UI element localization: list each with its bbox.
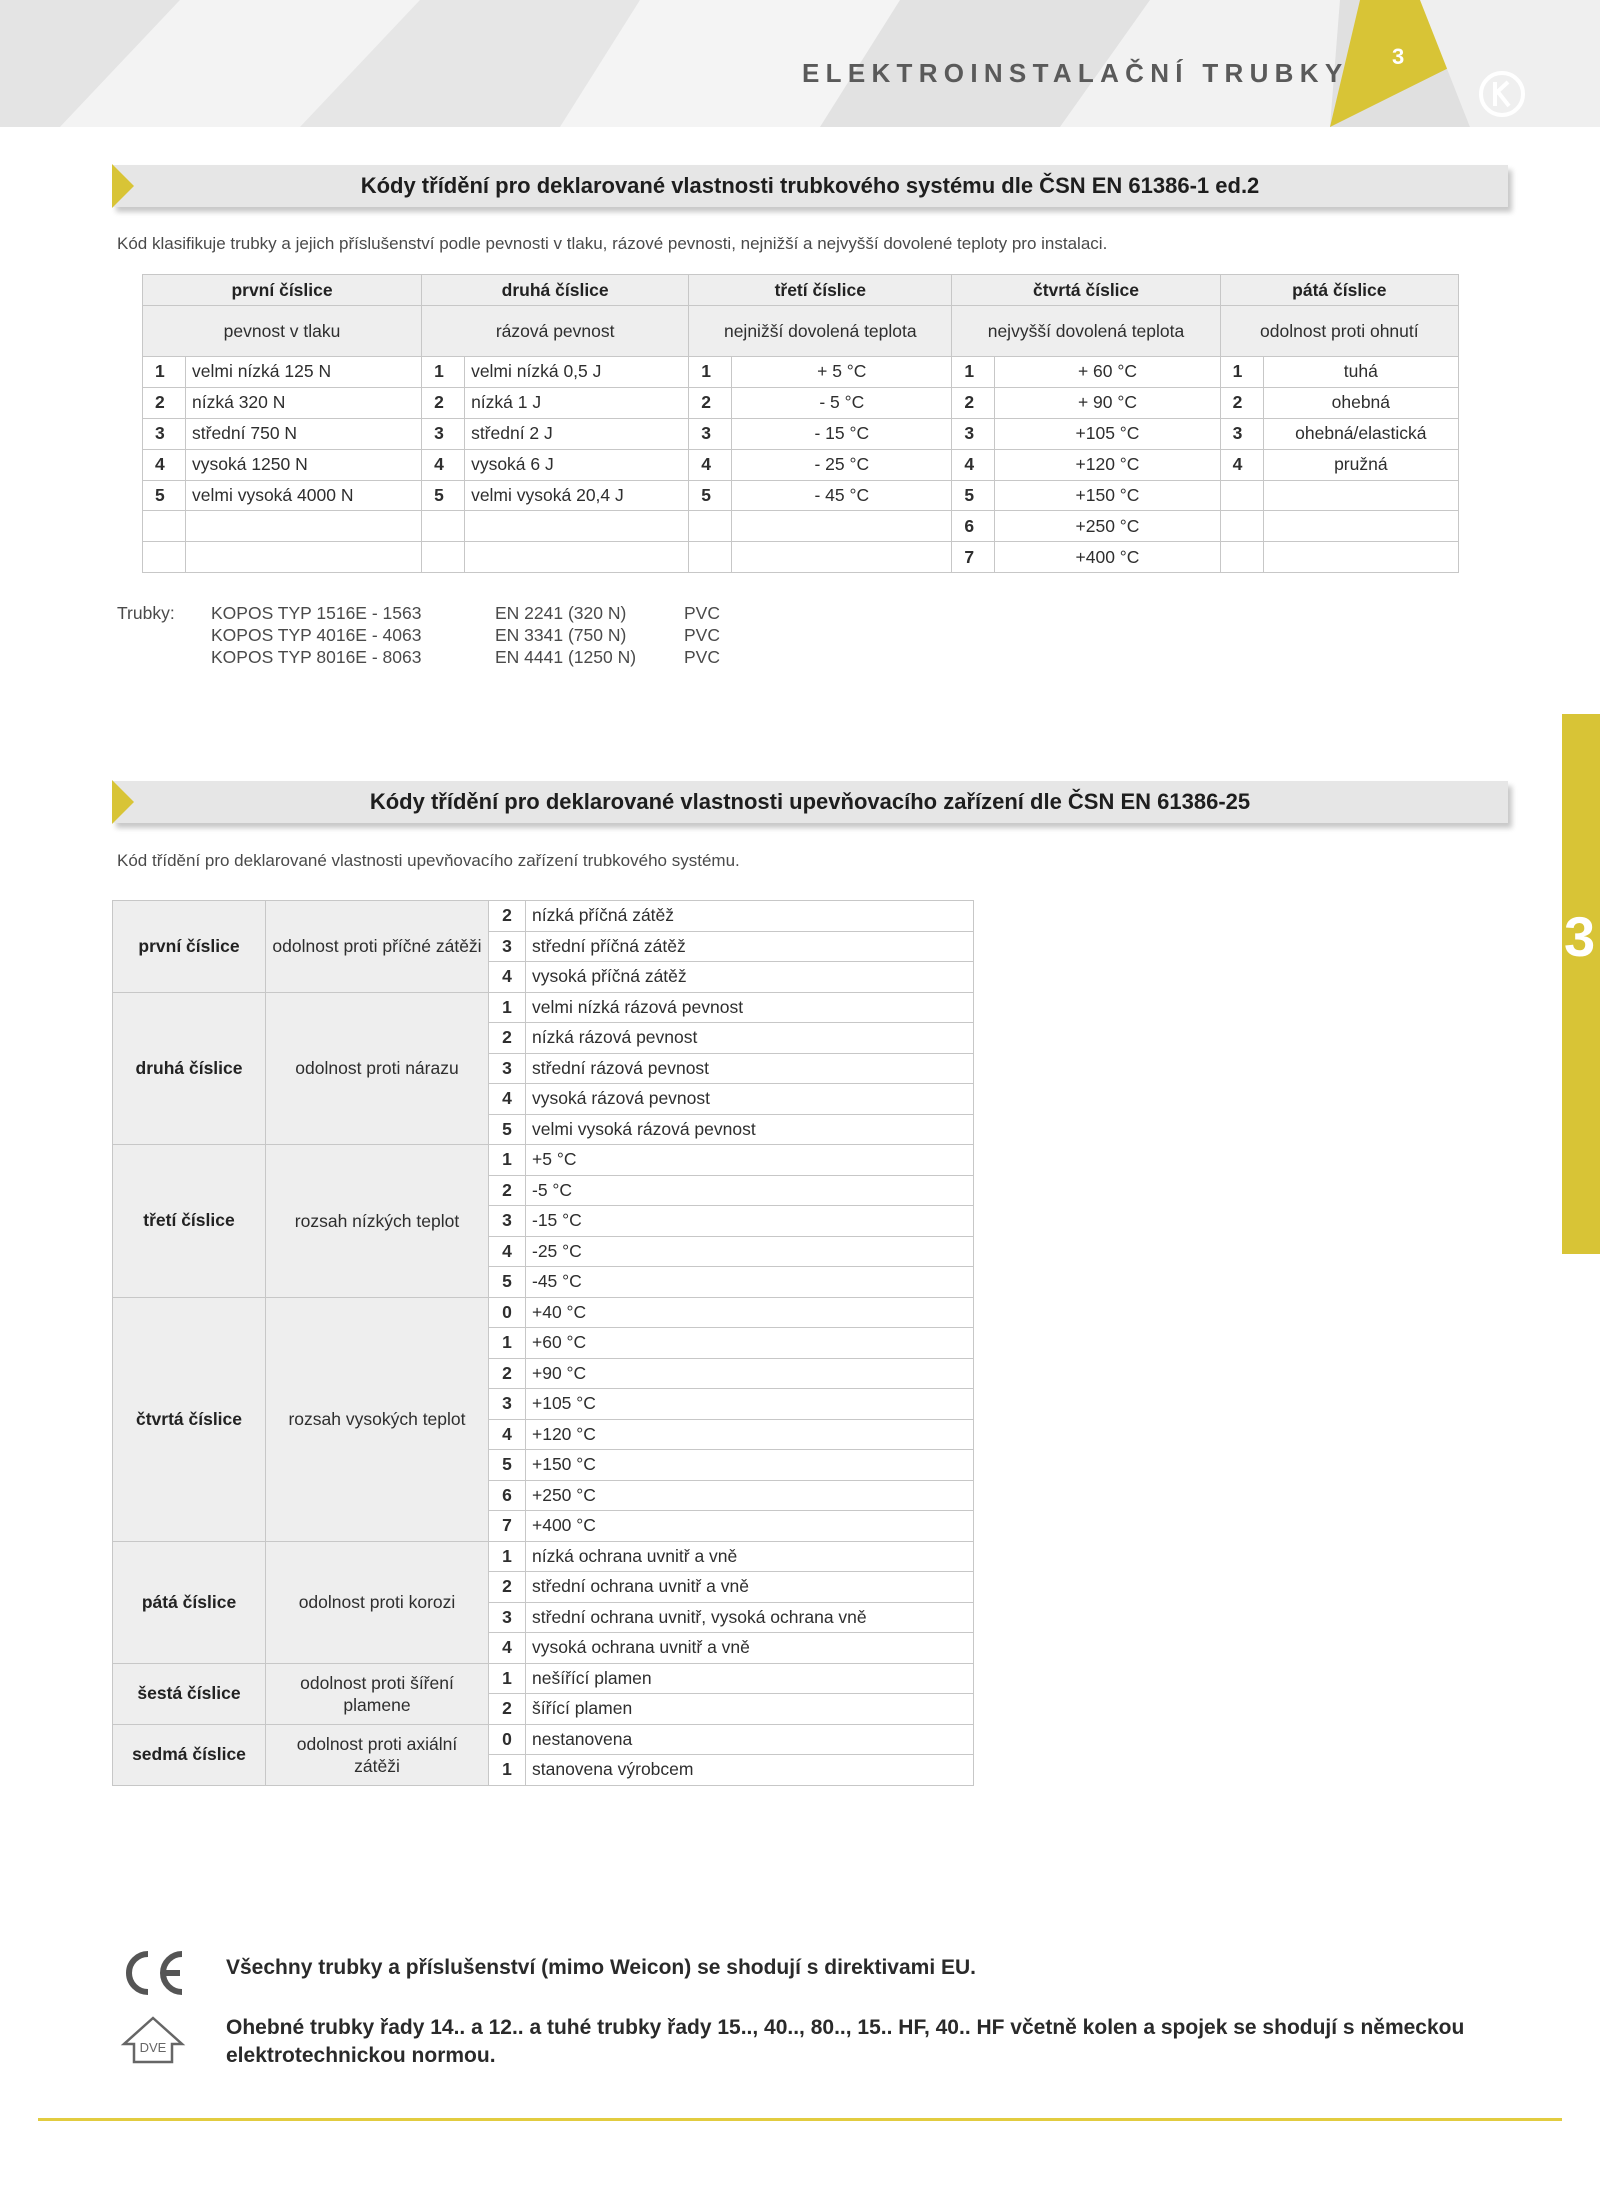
header-title: ELEKTROINSTALAČNÍ TRUBKY — [802, 58, 1349, 88]
code-value: ohebná/elastická — [1263, 418, 1458, 449]
code-digit: 2 — [689, 387, 732, 418]
code-digit: 2 — [489, 1572, 526, 1603]
code-digit: 3 — [489, 1602, 526, 1633]
code-value — [1263, 480, 1458, 511]
classification-table-tubes — [142, 274, 1459, 573]
code-digit: 1 — [422, 357, 465, 388]
code-value: nízká ochrana uvnitř a vně — [526, 1541, 974, 1572]
code-value: velmi vysoká 20,4 J — [465, 480, 689, 511]
svg-text:DVE: DVE — [139, 2040, 167, 2055]
code-value: vysoká ochrana uvnitř a vně — [526, 1633, 974, 1664]
code-digit: 4 — [489, 962, 526, 993]
code-value: + 60 °C — [995, 357, 1220, 388]
property-label: odolnost proti axiální zátěži — [266, 1724, 489, 1785]
code-digit: 1 — [689, 357, 732, 388]
code-digit: 2 — [422, 387, 465, 418]
section1-title-bar — [112, 165, 1512, 209]
kopos-logo-icon — [1478, 70, 1526, 118]
code-digit — [422, 511, 465, 542]
code-digit: 5 — [143, 480, 186, 511]
table-row — [143, 511, 1459, 542]
code-value — [732, 542, 952, 573]
digit-label: čtvrtá číslice — [113, 1297, 266, 1541]
code-digit — [143, 542, 186, 573]
section2-title: Kódy třídění pro deklarované vlastnosti upevňovacího zařízení dle ČSN EN 61386-25 — [369, 789, 1251, 814]
tube-material: PVC — [684, 625, 720, 645]
code-digit: 4 — [489, 1084, 526, 1115]
code-digit — [689, 542, 732, 573]
code-value: +90 °C — [526, 1358, 974, 1389]
code-value: vysoká 6 J — [465, 449, 689, 480]
code-value: stanovena výrobcem — [526, 1755, 974, 1786]
property-label: odolnost proti korozi — [266, 1541, 489, 1663]
code-value — [732, 511, 952, 542]
code-value: -15 °C — [526, 1206, 974, 1237]
code-digit: 4 — [489, 1633, 526, 1664]
tubes-label: Trubky: — [117, 603, 175, 623]
code-digit — [1220, 511, 1263, 542]
code-value: velmi vysoká rázová pevnost — [526, 1114, 974, 1145]
code-digit: 2 — [489, 1023, 526, 1054]
code-value: +400 °C — [995, 542, 1220, 573]
section1-description: Kód klasifikuje trubky a jejich příslušenství podle pevnosti v tlaku, rázové pevnosti, nejnižší a nejvyšší dovolené teploty pro instalaci. — [117, 234, 1108, 253]
code-value: + 5 °C — [732, 357, 952, 388]
table-row — [143, 357, 1459, 388]
table-row — [143, 542, 1459, 573]
digit-label: druhá číslice — [113, 992, 266, 1145]
digit-label: sedmá číslice — [113, 1724, 266, 1785]
code-value: +250 °C — [526, 1480, 974, 1511]
table-row — [113, 901, 974, 932]
code-digit: 4 — [952, 449, 995, 480]
code-value — [465, 511, 689, 542]
code-digit: 1 — [1220, 357, 1263, 388]
code-value: střední ochrana uvnitř a vně — [526, 1572, 974, 1603]
code-value: +5 °C — [526, 1145, 974, 1176]
code-value: -5 °C — [526, 1175, 974, 1206]
code-value: velmi nízká 0,5 J — [465, 357, 689, 388]
code-value: +60 °C — [526, 1328, 974, 1359]
code-value: nízká 320 N — [186, 387, 422, 418]
column-header: pátá číslice — [1220, 275, 1458, 306]
column-subheader: rázová pevnost — [422, 306, 689, 357]
code-value: ohebná — [1263, 387, 1458, 418]
tube-norm: EN 3341 (750 N) — [495, 625, 627, 645]
code-digit: 5 — [422, 480, 465, 511]
code-value: velmi nízká 125 N — [186, 357, 422, 388]
column-header: čtvrtá číslice — [952, 275, 1220, 306]
column-header: první číslice — [143, 275, 422, 306]
code-value: - 25 °C — [732, 449, 952, 480]
table-row — [113, 1724, 974, 1755]
code-digit: 7 — [489, 1511, 526, 1542]
code-digit: 6 — [952, 511, 995, 542]
code-value: střední rázová pevnost — [526, 1053, 974, 1084]
code-value: velmi nízká rázová pevnost — [526, 992, 974, 1023]
code-value: nestanovena — [526, 1724, 974, 1755]
code-digit — [1220, 480, 1263, 511]
code-value: -45 °C — [526, 1267, 974, 1298]
code-value: - 5 °C — [732, 387, 952, 418]
code-value: střední ochrana uvnitř, vysoká ochrana vně — [526, 1602, 974, 1633]
property-label: odolnost proti šíření plamene — [266, 1663, 489, 1724]
column-subheader: nejnižší dovolená teplota — [689, 306, 952, 357]
code-digit: 3 — [489, 1206, 526, 1237]
code-value: nízká rázová pevnost — [526, 1023, 974, 1054]
code-value: - 45 °C — [732, 480, 952, 511]
code-digit: 7 — [952, 542, 995, 573]
table-row — [143, 418, 1459, 449]
code-value — [186, 511, 422, 542]
code-value: tuhá — [1263, 357, 1458, 388]
code-value: velmi vysoká 4000 N — [186, 480, 422, 511]
code-digit: 0 — [489, 1297, 526, 1328]
table-header-row — [143, 275, 1459, 306]
code-digit: 0 — [489, 1724, 526, 1755]
code-value — [1263, 511, 1458, 542]
code-value: nešířící plamen — [526, 1663, 974, 1694]
code-digit: 3 — [489, 1389, 526, 1420]
table-row — [143, 480, 1459, 511]
code-value: +120 °C — [995, 449, 1220, 480]
table-row — [113, 992, 974, 1023]
section1-title: Kódy třídění pro deklarované vlastnosti trubkového systému dle ČSN EN 61386-1 ed.2 — [360, 173, 1260, 198]
column-header: druhá číslice — [422, 275, 689, 306]
code-digit: 3 — [143, 418, 186, 449]
digit-label: první číslice — [113, 901, 266, 993]
table-row — [113, 1541, 974, 1572]
code-value: nízká příčná zátěž — [526, 901, 974, 932]
code-value: střední příčná zátěž — [526, 931, 974, 962]
digit-label: pátá číslice — [113, 1541, 266, 1663]
code-digit: 1 — [489, 1755, 526, 1786]
code-digit — [1220, 542, 1263, 573]
code-digit: 1 — [489, 992, 526, 1023]
code-digit: 3 — [489, 1053, 526, 1084]
table-row — [113, 1663, 974, 1694]
code-digit: 5 — [489, 1450, 526, 1481]
code-digit: 1 — [489, 1541, 526, 1572]
footer-divider — [38, 2118, 1562, 2121]
section2-title-bar — [112, 781, 1512, 825]
table-row — [143, 387, 1459, 418]
header-decoration — [0, 0, 1600, 127]
column-subheader: pevnost v tlaku — [143, 306, 422, 357]
code-digit: 2 — [489, 901, 526, 932]
code-value: +250 °C — [995, 511, 1220, 542]
code-digit: 4 — [489, 1236, 526, 1267]
code-digit: 4 — [489, 1419, 526, 1450]
code-value: +150 °C — [995, 480, 1220, 511]
tube-type: KOPOS TYP 8016E - 8063 — [211, 647, 422, 667]
ce-mark-icon — [120, 1948, 186, 1998]
code-digit: 4 — [143, 449, 186, 480]
code-value: vysoká příčná zátěž — [526, 962, 974, 993]
code-value: +105 °C — [526, 1389, 974, 1420]
code-digit: 2 — [143, 387, 186, 418]
table-row — [113, 1145, 974, 1176]
vde-compliance-text: Ohebné trubky řady 14.. a 12.. a tuhé trubky řady 15.., 40.., 80.., 15.. HF, 40.. HF včetně kolen a spojek se shodují s německou elektrotechnickou normou. — [226, 2016, 1465, 2067]
code-digit: 3 — [1220, 418, 1263, 449]
code-digit: 4 — [1220, 449, 1263, 480]
code-digit: 4 — [689, 449, 732, 480]
code-value: pružná — [1263, 449, 1458, 480]
chapter-number: 3 — [1564, 905, 1596, 968]
code-value: střední 750 N — [186, 418, 422, 449]
column-subheader: odolnost proti ohnutí — [1220, 306, 1458, 357]
code-value: - 15 °C — [732, 418, 952, 449]
digit-label: třetí číslice — [113, 1145, 266, 1298]
code-value — [465, 542, 689, 573]
code-digit: 6 — [489, 1480, 526, 1511]
code-digit: 1 — [952, 357, 995, 388]
table-row — [113, 1297, 974, 1328]
tube-type: KOPOS TYP 4016E - 4063 — [211, 625, 422, 645]
code-value — [1263, 542, 1458, 573]
property-label: rozsah nízkých teplot — [266, 1145, 489, 1298]
vde-mark-icon — [120, 2014, 186, 2070]
code-value: +400 °C — [526, 1511, 974, 1542]
code-digit: 3 — [422, 418, 465, 449]
table-subheader-row — [143, 306, 1459, 357]
code-digit: 5 — [689, 480, 732, 511]
property-label: rozsah vysokých teplot — [266, 1297, 489, 1541]
code-digit — [689, 511, 732, 542]
code-digit: 2 — [489, 1175, 526, 1206]
code-value: -25 °C — [526, 1236, 974, 1267]
column-header: třetí číslice — [689, 275, 952, 306]
code-value: vysoká rázová pevnost — [526, 1084, 974, 1115]
code-value: vysoká 1250 N — [186, 449, 422, 480]
code-digit: 2 — [952, 387, 995, 418]
code-digit: 3 — [952, 418, 995, 449]
code-value: +105 °C — [995, 418, 1220, 449]
chapter-side-tab — [1562, 714, 1600, 1254]
tube-material: PVC — [684, 647, 720, 667]
code-digit — [143, 511, 186, 542]
code-digit: 5 — [489, 1114, 526, 1145]
code-digit: 5 — [952, 480, 995, 511]
page-header — [0, 0, 1600, 127]
tube-material: PVC — [684, 603, 720, 623]
ce-compliance-text: Všechny trubky a příslušenství (mimo Weicon) se shodují s direktivami EU. — [226, 1956, 977, 1979]
code-digit: 1 — [489, 1328, 526, 1359]
code-digit: 3 — [689, 418, 732, 449]
code-value: +40 °C — [526, 1297, 974, 1328]
code-value: +150 °C — [526, 1450, 974, 1481]
tube-type: KOPOS TYP 1516E - 1563 — [211, 603, 422, 623]
code-digit: 5 — [489, 1267, 526, 1298]
code-digit: 1 — [143, 357, 186, 388]
code-digit: 4 — [422, 449, 465, 480]
code-value — [186, 542, 422, 573]
code-digit: 2 — [489, 1694, 526, 1725]
code-digit: 3 — [489, 931, 526, 962]
property-label: odolnost proti příčné zátěži — [266, 901, 489, 993]
code-value: šířící plamen — [526, 1694, 974, 1725]
page-number: 3 — [1392, 44, 1405, 69]
code-digit: 1 — [489, 1663, 526, 1694]
code-digit: 2 — [1220, 387, 1263, 418]
tube-norm: EN 4441 (1250 N) — [495, 647, 637, 667]
code-digit — [422, 542, 465, 573]
code-value: střední 2 J — [465, 418, 689, 449]
column-subheader: nejvyšší dovolená teplota — [952, 306, 1220, 357]
classification-table-fixings — [112, 900, 974, 1786]
code-value: nízká 1 J — [465, 387, 689, 418]
tube-norm: EN 2241 (320 N) — [495, 603, 627, 623]
code-value: +120 °C — [526, 1419, 974, 1450]
property-label: odolnost proti nárazu — [266, 992, 489, 1145]
section2-description: Kód třídění pro deklarované vlastnosti upevňovacího zařízení trubkového systému. — [117, 851, 740, 870]
code-digit: 2 — [489, 1358, 526, 1389]
digit-label: šestá číslice — [113, 1663, 266, 1724]
code-digit: 1 — [489, 1145, 526, 1176]
code-value: + 90 °C — [995, 387, 1220, 418]
table-row — [143, 449, 1459, 480]
